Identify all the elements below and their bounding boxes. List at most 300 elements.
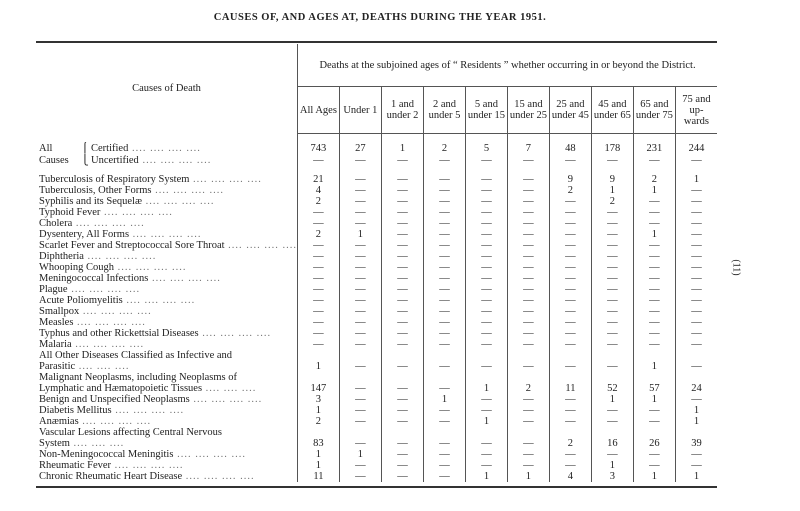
age-header: 65 and under 75 [633, 87, 675, 134]
all-causes-label: All ⎧ Certified .... .... .... .... [39, 143, 201, 154]
cell-value: — [507, 317, 549, 328]
cell-value: — [381, 394, 423, 405]
cell-value: 1 [675, 416, 717, 427]
table-row [36, 218, 717, 229]
age-header: Under 1 [339, 87, 381, 134]
cell-value: — [339, 383, 381, 394]
cell-value: — [298, 262, 340, 273]
cell-value: 1 [633, 185, 675, 196]
cell-value: — [549, 449, 591, 460]
cell-value: — [381, 339, 423, 350]
age-header: 2 and under 5 [423, 87, 465, 134]
cell-value: 52 [591, 383, 633, 394]
cell-value: — [423, 196, 465, 207]
cell-value: 1 [298, 405, 340, 416]
cell-value: — [381, 196, 423, 207]
cell-value: 11 [549, 383, 591, 394]
cell-value: — [381, 284, 423, 295]
cell-value: — [507, 262, 549, 273]
cause-label: Syphilis and its Sequelæ .... .... .... .... [39, 196, 215, 207]
cell-value: — [381, 154, 423, 166]
cell-value: — [675, 361, 717, 372]
cell-value: 1 [298, 449, 340, 460]
cell-value: — [339, 339, 381, 350]
cell-value: 1 [339, 449, 381, 460]
cell-value: — [675, 339, 717, 350]
table-row [36, 306, 717, 317]
cell-value: — [507, 328, 549, 339]
cell-value: — [549, 295, 591, 306]
cell-value: — [507, 339, 549, 350]
cause-label: Malaria .... .... .... .... [39, 339, 145, 350]
top-rule [36, 41, 717, 43]
all-causes-label: Causes ⎩ Uncertified .... .... .... .... [39, 155, 212, 166]
cell-value: 1 [591, 460, 633, 471]
cell-value: — [465, 262, 507, 273]
cell-value: — [381, 174, 423, 185]
cell-value: — [465, 174, 507, 185]
cell-value: — [298, 306, 340, 317]
cell-value: — [423, 185, 465, 196]
cell-value: — [633, 154, 675, 166]
cell-value: — [339, 405, 381, 416]
cause-label: Whooping Cough .... .... .... .... [39, 262, 187, 273]
cell-value: — [423, 229, 465, 240]
table-row [36, 405, 717, 416]
cell-value: — [591, 229, 633, 240]
page-number: (11) [730, 259, 742, 276]
table-row [36, 196, 717, 207]
cell-value: — [591, 416, 633, 427]
cell-value: — [339, 471, 381, 482]
cell-value: — [381, 460, 423, 471]
table-row [36, 240, 717, 251]
cause-label: All Other Diseases Classified as Infective and [39, 350, 233, 361]
cell-value: — [423, 306, 465, 317]
cell-value: 27 [339, 142, 381, 154]
cell-value: — [591, 449, 633, 460]
cause-label: Malignant Neoplasms, including Neoplasms of [39, 372, 238, 383]
cell-value: — [423, 438, 465, 449]
table-row [36, 284, 717, 295]
table-row [36, 185, 717, 196]
cell-value: — [298, 207, 340, 218]
cell-value: 26 [633, 438, 675, 449]
cell-value: — [591, 317, 633, 328]
cell-value: — [381, 438, 423, 449]
cell-value: — [633, 317, 675, 328]
cell-value: — [549, 405, 591, 416]
cell-value: — [675, 317, 717, 328]
cell-value: — [507, 284, 549, 295]
cell-value: — [381, 306, 423, 317]
cell-value: — [633, 460, 675, 471]
cell-value: 83 [298, 438, 340, 449]
cause-label: Meningococcal Infections .... .... .... .... [39, 273, 221, 284]
cell-value: — [339, 154, 381, 166]
cell-value: — [465, 185, 507, 196]
cell-value: — [633, 328, 675, 339]
cell-value: — [633, 240, 675, 251]
cell-value: — [381, 295, 423, 306]
cause-label: Measles .... .... .... .... [39, 317, 146, 328]
cell-value: — [675, 229, 717, 240]
cell-value: — [465, 394, 507, 405]
cell-value: 743 [298, 142, 340, 154]
cell-value: — [465, 251, 507, 262]
cell-value: 3 [298, 394, 340, 405]
table-row [36, 262, 717, 273]
cell-value: — [298, 339, 340, 350]
cell-value: — [549, 306, 591, 317]
cell-value: — [423, 207, 465, 218]
table-row [36, 383, 717, 394]
cell-value: — [423, 339, 465, 350]
cell-value: — [339, 273, 381, 284]
cell-value: — [507, 416, 549, 427]
cell-value: — [423, 251, 465, 262]
cell-value: 4 [549, 471, 591, 482]
cell-value: 4 [298, 185, 340, 196]
cell-value: — [507, 218, 549, 229]
cell-value: — [549, 328, 591, 339]
cell-value: 16 [591, 438, 633, 449]
cell-value: 1 [507, 471, 549, 482]
cell-value: — [507, 174, 549, 185]
cell-value: — [675, 196, 717, 207]
cell-value: — [591, 251, 633, 262]
cell-value: — [591, 262, 633, 273]
table-row [36, 471, 717, 482]
cell-value: — [339, 174, 381, 185]
deaths-table [36, 44, 717, 482]
cell-value: — [591, 284, 633, 295]
cell-value: — [465, 306, 507, 317]
cell-value: — [507, 185, 549, 196]
cell-value: — [423, 328, 465, 339]
cause-label-cont: Parasitic .... .... .... [39, 361, 130, 372]
cell-value: — [381, 240, 423, 251]
cell-value: — [381, 218, 423, 229]
cell-value: — [549, 339, 591, 350]
cell-value: — [339, 185, 381, 196]
table-row [36, 295, 717, 306]
cell-value: — [633, 196, 675, 207]
table-row [36, 350, 717, 361]
cell-value: — [633, 416, 675, 427]
table-row [36, 416, 717, 427]
table-row [36, 372, 717, 383]
cell-value: — [423, 449, 465, 460]
cell-value: — [381, 361, 423, 372]
cell-value: 2 [298, 196, 340, 207]
cell-value: — [675, 273, 717, 284]
cell-value: — [591, 328, 633, 339]
cell-value: — [465, 405, 507, 416]
cell-value: 2 [549, 438, 591, 449]
cell-value: — [465, 361, 507, 372]
cell-value: — [507, 361, 549, 372]
cell-value: — [465, 284, 507, 295]
cell-value: — [423, 295, 465, 306]
cell-value: 147 [298, 383, 340, 394]
cause-label: Typhus and other Rickettsial Diseases .... .... .... .... [39, 328, 272, 339]
cell-value: 24 [675, 383, 717, 394]
cause-label: Anæmias .... .... .... .... [39, 416, 152, 427]
cell-value: — [381, 471, 423, 482]
cell-value: — [465, 328, 507, 339]
cell-value: — [465, 240, 507, 251]
cell-value: — [423, 240, 465, 251]
cell-value: — [339, 328, 381, 339]
age-header: 5 and under 15 [465, 87, 507, 134]
cell-value: — [507, 405, 549, 416]
table-row [36, 207, 717, 218]
cell-value: 48 [549, 142, 591, 154]
cell-value: — [591, 273, 633, 284]
cell-value: — [675, 460, 717, 471]
cell-value: — [507, 306, 549, 317]
cause-label-cont: System .... .... .... [39, 438, 125, 449]
cell-value: — [591, 405, 633, 416]
cell-value: — [549, 196, 591, 207]
cell-value: 39 [675, 438, 717, 449]
age-header: 15 and under 25 [507, 87, 549, 134]
cell-value: 1 [465, 416, 507, 427]
cell-value: 1 [298, 460, 340, 471]
cell-value: — [675, 284, 717, 295]
cell-value: — [465, 154, 507, 166]
table-row [36, 361, 717, 372]
cause-label: Chronic Rheumatic Heart Disease .... .... .... .... [39, 471, 255, 482]
page-title: CAUSES OF, AND AGES AT, DEATHS DURING THE YEAR 1951. [213, 12, 547, 23]
cell-value: — [339, 262, 381, 273]
cell-value: — [298, 154, 340, 166]
table-row [36, 427, 717, 438]
cell-value: — [507, 229, 549, 240]
cell-value: — [549, 273, 591, 284]
cell-value: — [549, 229, 591, 240]
bottom-rule [36, 486, 717, 488]
cell-value: — [633, 218, 675, 229]
cell-value: — [465, 317, 507, 328]
cause-label: Tuberculosis of Respiratory System .... .... .... .... [39, 174, 262, 185]
cause-label: Plague .... .... .... .... [39, 284, 141, 295]
cell-value: — [381, 405, 423, 416]
cell-value: — [339, 438, 381, 449]
cell-value: — [633, 273, 675, 284]
cell-value: 2 [633, 174, 675, 185]
cell-value: — [507, 295, 549, 306]
cell-value: — [549, 460, 591, 471]
cause-label: Tuberculosis, Other Forms .... .... .... .... [39, 185, 224, 196]
cell-value: — [423, 174, 465, 185]
cell-value: 7 [507, 142, 549, 154]
cell-value: — [298, 284, 340, 295]
cell-value: 5 [465, 142, 507, 154]
cell-value: 9 [549, 174, 591, 185]
cell-value: 1 [633, 471, 675, 482]
cell-value: 1 [381, 142, 423, 154]
cell-value: — [633, 405, 675, 416]
cell-value: — [339, 251, 381, 262]
cell-value: — [549, 361, 591, 372]
table-row [36, 174, 717, 185]
cause-label: Non-Meningococcal Meningitis .... .... .... .... [39, 449, 246, 460]
cell-value: 1 [633, 394, 675, 405]
cell-value: — [675, 328, 717, 339]
cause-label: Benign and Unspecified Neoplasms .... .... .... .... [39, 394, 263, 405]
cell-value: — [423, 262, 465, 273]
cell-value: — [381, 185, 423, 196]
cell-value: 2 [298, 229, 340, 240]
cell-value: — [675, 154, 717, 166]
cell-value: — [465, 438, 507, 449]
cause-label: Scarlet Fever and Streptococcal Sore Throat .... .... .... .... [39, 240, 298, 251]
cell-value: — [381, 262, 423, 273]
cell-value: — [339, 284, 381, 295]
cell-value: — [591, 339, 633, 350]
cause-label: Vascular Lesions affecting Central Nervous [39, 427, 222, 438]
cell-value: 231 [633, 142, 675, 154]
cell-value: 1 [591, 394, 633, 405]
cell-value: — [549, 394, 591, 405]
age-header: 25 and under 45 [549, 87, 591, 134]
cell-value: — [633, 284, 675, 295]
cell-value: — [423, 273, 465, 284]
cell-value: — [675, 185, 717, 196]
cell-value: 2 [298, 416, 340, 427]
cell-value: 1 [633, 361, 675, 372]
cell-value: — [507, 154, 549, 166]
cell-value: — [507, 196, 549, 207]
cell-value: — [381, 328, 423, 339]
cause-label: Typhoid Fever .... .... .... .... [39, 207, 173, 218]
cell-value: — [591, 295, 633, 306]
cell-value: — [381, 383, 423, 394]
cause-label: Diphtheria .... .... .... .... [39, 251, 157, 262]
cell-value: — [591, 361, 633, 372]
cell-value: — [465, 218, 507, 229]
cell-value: — [465, 196, 507, 207]
cell-value: — [339, 460, 381, 471]
cell-value: — [549, 218, 591, 229]
cell-value: — [507, 207, 549, 218]
table-row [36, 229, 717, 240]
cell-value: — [339, 416, 381, 427]
cell-value: — [675, 251, 717, 262]
cell-value: — [549, 240, 591, 251]
span-header: Deaths at the subjoined ages of “ Residents ” whether occurring in or beyond the District. [298, 44, 717, 87]
cell-value: 2 [591, 196, 633, 207]
table-row [36, 142, 717, 154]
cell-value: — [423, 416, 465, 427]
cell-value: 1 [298, 361, 340, 372]
cell-value: — [465, 229, 507, 240]
cell-value: — [591, 154, 633, 166]
cell-value: 21 [298, 174, 340, 185]
cell-value: — [549, 251, 591, 262]
table-row [36, 251, 717, 262]
cell-value: — [675, 306, 717, 317]
cell-value: — [633, 306, 675, 317]
cell-value: 1 [465, 383, 507, 394]
cell-value: 1 [675, 174, 717, 185]
cell-value: — [381, 207, 423, 218]
cell-value: — [591, 306, 633, 317]
cell-value: — [549, 154, 591, 166]
cell-value: — [381, 449, 423, 460]
cell-value: — [423, 284, 465, 295]
cell-value: — [507, 251, 549, 262]
cell-value: 2 [423, 142, 465, 154]
cell-value: — [381, 229, 423, 240]
cell-value: — [381, 251, 423, 262]
cell-value: — [633, 449, 675, 460]
cell-value: — [298, 251, 340, 262]
cell-value: 1 [675, 405, 717, 416]
cell-value: — [339, 394, 381, 405]
cause-label-cont: Lymphatic and Hæmatopoietic Tissues .... .... .... [39, 383, 257, 394]
cell-value: — [591, 207, 633, 218]
cell-value: — [675, 394, 717, 405]
cause-label: Diabetis Mellitus .... .... .... .... [39, 405, 185, 416]
cause-label: Dysentery, All Forms .... .... .... .... [39, 229, 202, 240]
cell-value: — [339, 218, 381, 229]
table-row [36, 449, 717, 460]
cause-label: Cholera .... .... .... .... [39, 218, 145, 229]
cell-value: — [423, 317, 465, 328]
cell-value: — [339, 196, 381, 207]
cell-value: — [423, 154, 465, 166]
cell-value: 3 [591, 471, 633, 482]
cell-value: — [633, 339, 675, 350]
cell-value: — [633, 251, 675, 262]
cell-value: — [381, 273, 423, 284]
cell-value: 57 [633, 383, 675, 394]
cell-value: — [423, 471, 465, 482]
cell-value: 1 [675, 471, 717, 482]
table-row [36, 394, 717, 405]
cell-value: — [633, 295, 675, 306]
cell-value: — [507, 449, 549, 460]
cell-value: — [339, 295, 381, 306]
cell-value: 2 [507, 383, 549, 394]
cell-value: — [675, 240, 717, 251]
cell-value: 9 [591, 174, 633, 185]
cause-label: Smallpox .... .... .... .... [39, 306, 152, 317]
cell-value: — [423, 383, 465, 394]
cell-value: — [465, 339, 507, 350]
cell-value: 244 [675, 142, 717, 154]
cell-value: — [549, 262, 591, 273]
cell-value: — [423, 361, 465, 372]
age-header: 1 and under 2 [381, 87, 423, 134]
cell-value: — [465, 295, 507, 306]
cell-value: — [507, 240, 549, 251]
table-row [36, 438, 717, 449]
cell-value: — [591, 240, 633, 251]
cell-value: — [339, 207, 381, 218]
cell-value: — [633, 262, 675, 273]
cell-value: 178 [591, 142, 633, 154]
cell-value: — [339, 240, 381, 251]
table-row [36, 460, 717, 471]
age-header: 75 and up- wards [675, 87, 717, 134]
cell-value: — [549, 317, 591, 328]
age-header: 45 and under 65 [591, 87, 633, 134]
age-header: All Ages [298, 87, 340, 134]
